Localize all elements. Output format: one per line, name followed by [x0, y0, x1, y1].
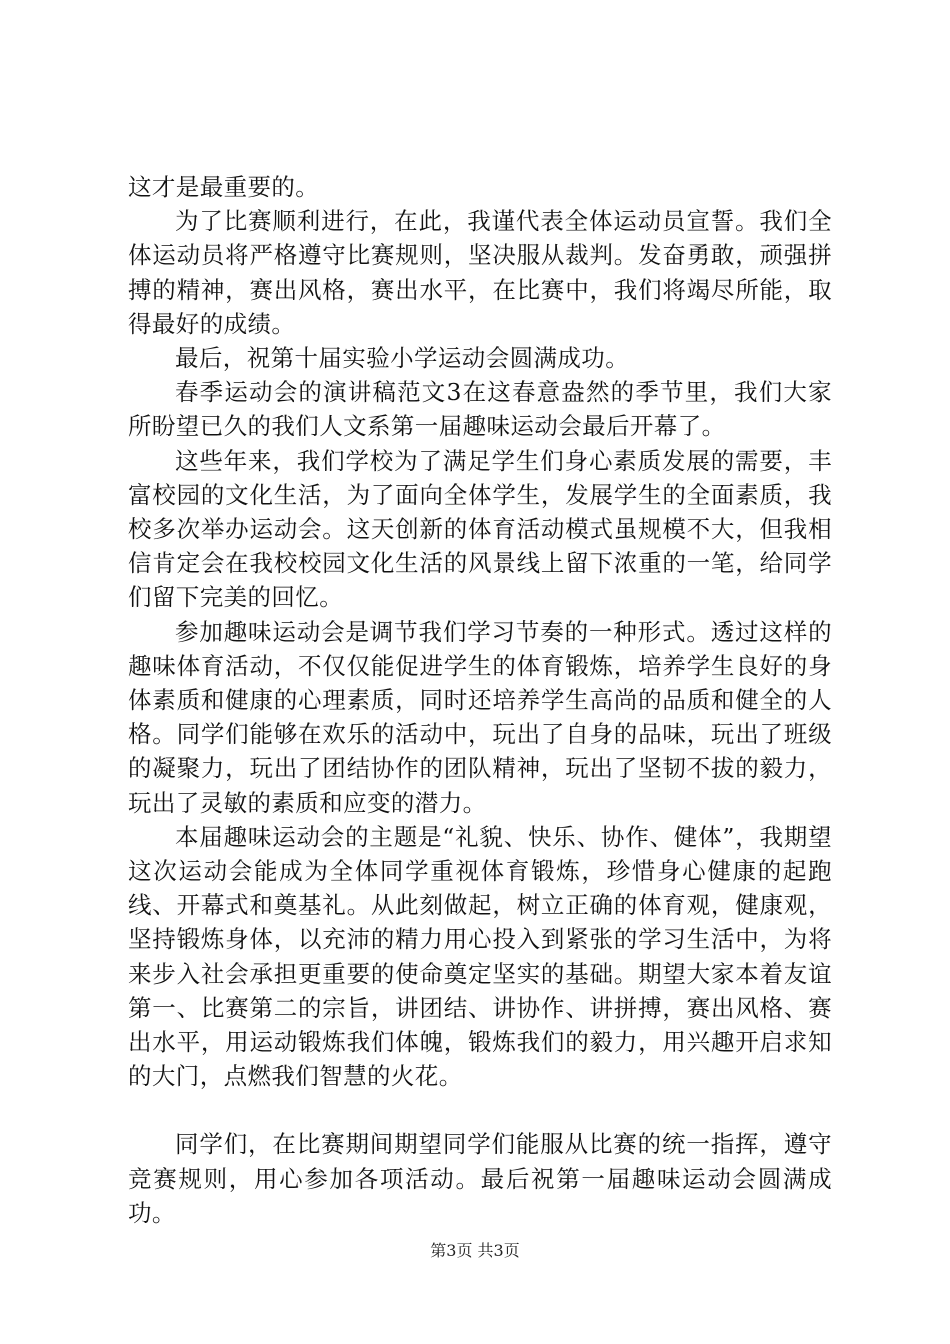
paragraph-closing-wish: 最后，祝第十届实验小学运动会圆满成功。	[175, 344, 630, 373]
page-footer: 第3页 共3页	[430, 1241, 520, 1260]
paragraph-spacer	[128, 1093, 832, 1127]
paragraph-speech-3-intro: 春季运动会的演讲稿范文3在这春意盎然的季节里，我们大家所盼望已久的我们人文系第一届趣味运动会最后开幕了。	[128, 378, 832, 441]
paragraph-continuation: 这才是最重要的。	[128, 173, 320, 201]
paragraph-theme: 本届趣味运动会的主题是“礼貌、快乐、协作、健体”，我期望这次运动会能成为全体同学重视体育锻炼，珍惜身心健康的起跑线、开幕式和奠基礼。从此刻做起，树立正确的体育观，健康观，坚持锻炼身体，以充沛的精力用心投入到紧张的学习生活中，为将来步入社会承担更重要的使命奠定坚实的基础。期望大家本着友谊第一、比赛第二的宗旨，讲团结、讲协作、讲拼搏，赛出风格、赛出水平，用运动锻炼我们体魄，锻炼我们的毅力，用兴趣开启求知的大门，点燃我们智慧的火花。	[128, 822, 832, 1091]
paragraph-final-wish: 同学们，在比赛期间期望同学们能服从比赛的统一指挥，遵守竞赛规则，用心参加各项活动。最后祝第一届趣味运动会圆满成功。	[128, 1130, 832, 1227]
paragraph-school-background: 这些年来，我们学校为了满足学生们身心素质发展的需要，丰富校园的文化生活，为了面向全体学生，发展学生的全面素质，我校多次举办运动会。这天创新的体育活动模式虽规模不大，但我相信肯定会在我校校园文化生活的风景线上留下浓重的一笔，给同学们留下完美的回忆。	[128, 446, 832, 612]
document-body	[128, 170, 832, 1230]
paragraph-oath: 为了比赛顺利进行，在此，我谨代表全体运动员宣誓。我们全体运动员将严格遵守比赛规则，坚决服从裁判。发奋勇敢，顽强拼搏的精神，赛出风格，赛出水平，在比赛中，我们将竭尽所能，取得最好的成绩。	[128, 207, 832, 338]
paragraph-fun-games-purpose: 参加趣味运动会是调节我们学习节奏的一种形式。透过这样的趣味体育活动，不仅仅能促进学生的体育锻炼，培养学生良好的身体素质和健康的心理素质，同时还培养学生高尚的品质和健全的人格。同学们能够在欢乐的活动中，玩出了自身的品味，玩出了班级的凝聚力，玩出了团结协作的团队精神，玩出了坚韧不拔的毅力，玩出了灵敏的素质和应变的潜力。	[128, 617, 832, 817]
